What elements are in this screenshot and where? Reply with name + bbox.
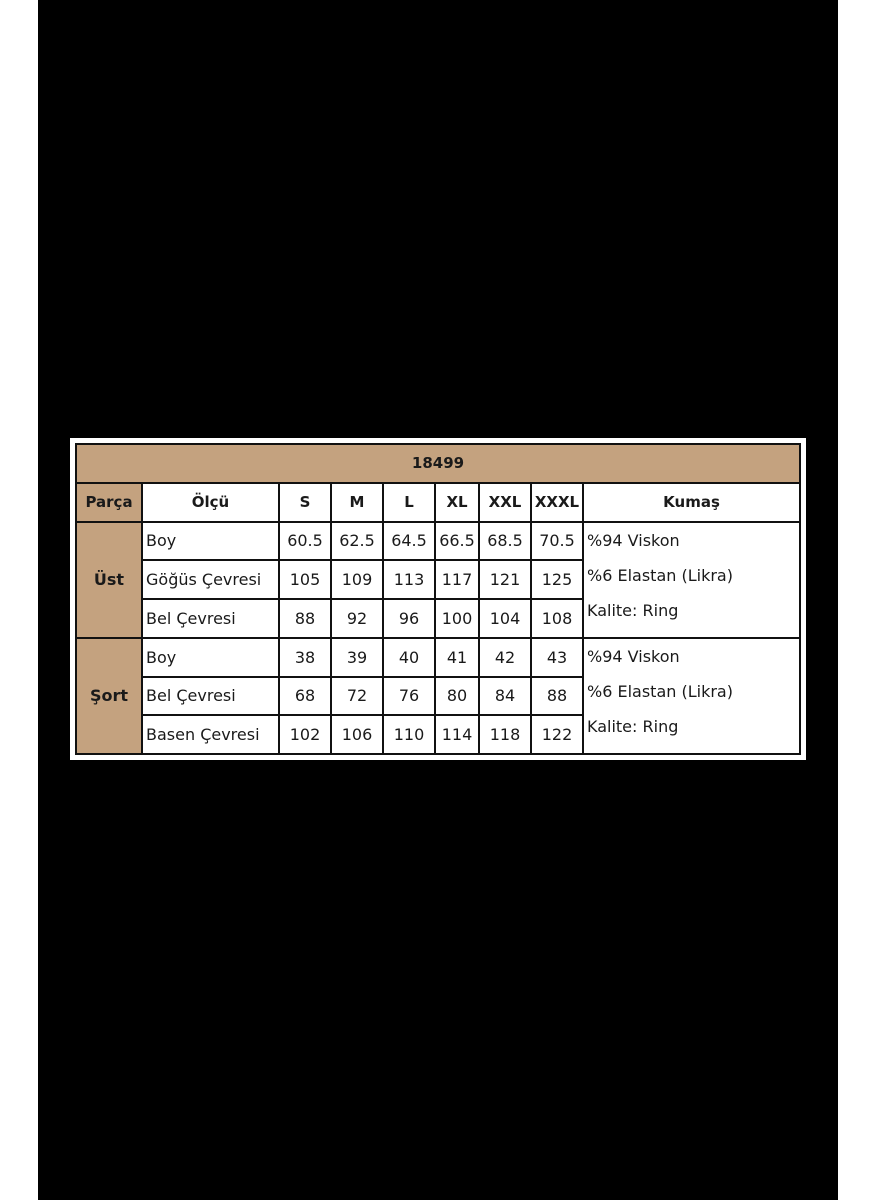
size-value: 60.5 bbox=[279, 522, 331, 561]
part-top: Üst bbox=[76, 522, 142, 638]
size-value: 80 bbox=[435, 677, 479, 716]
size-value: 68 bbox=[279, 677, 331, 716]
size-value: 88 bbox=[279, 599, 331, 638]
model-code-title: 18499 bbox=[76, 444, 800, 483]
size-value: 104 bbox=[479, 599, 531, 638]
header-size-l: L bbox=[383, 483, 435, 522]
header-measure: Ölçü bbox=[142, 483, 279, 522]
measure-label: Bel Çevresi bbox=[142, 677, 279, 716]
size-value: 62.5 bbox=[331, 522, 383, 561]
size-value: 106 bbox=[331, 715, 383, 754]
fabric-line: %94 Viskon bbox=[587, 646, 680, 666]
header-size-xxxl: XXXL bbox=[531, 483, 583, 522]
size-table bbox=[75, 443, 801, 755]
size-value: 68.5 bbox=[479, 522, 531, 561]
fabric-line: Kalite: Ring bbox=[587, 600, 679, 620]
size-value: 70.5 bbox=[531, 522, 583, 561]
size-value: 92 bbox=[331, 599, 383, 638]
table-row bbox=[76, 638, 800, 677]
size-value: 64.5 bbox=[383, 522, 435, 561]
header-part: Parça bbox=[76, 483, 142, 522]
table-row bbox=[76, 522, 800, 561]
measure-label: Bel Çevresi bbox=[142, 599, 279, 638]
size-value: 38 bbox=[279, 638, 331, 677]
size-value: 102 bbox=[279, 715, 331, 754]
size-value: 84 bbox=[479, 677, 531, 716]
size-value: 42 bbox=[479, 638, 531, 677]
size-value: 41 bbox=[435, 638, 479, 677]
fabric-info-top bbox=[583, 522, 800, 638]
header-size-m: M bbox=[331, 483, 383, 522]
size-value: 72 bbox=[331, 677, 383, 716]
size-chart bbox=[70, 438, 806, 760]
size-value: 96 bbox=[383, 599, 435, 638]
fabric-line: %6 Elastan (Likra) bbox=[587, 565, 733, 585]
fabric-line: %94 Viskon bbox=[587, 530, 680, 550]
size-value: 40 bbox=[383, 638, 435, 677]
size-value: 125 bbox=[531, 560, 583, 599]
size-value: 66.5 bbox=[435, 522, 479, 561]
fabric-line: Kalite: Ring bbox=[587, 716, 679, 736]
header-size-xxl: XXL bbox=[479, 483, 531, 522]
size-value: 105 bbox=[279, 560, 331, 599]
measure-label: Boy bbox=[142, 522, 279, 561]
size-value: 110 bbox=[383, 715, 435, 754]
measure-label: Basen Çevresi bbox=[142, 715, 279, 754]
size-value: 122 bbox=[531, 715, 583, 754]
header-size-s: S bbox=[279, 483, 331, 522]
size-value: 118 bbox=[479, 715, 531, 754]
size-value: 88 bbox=[531, 677, 583, 716]
part-shorts: Şort bbox=[76, 638, 142, 754]
size-value: 39 bbox=[331, 638, 383, 677]
header-row bbox=[76, 483, 800, 522]
size-value: 76 bbox=[383, 677, 435, 716]
size-value: 43 bbox=[531, 638, 583, 677]
header-fabric: Kumaş bbox=[583, 483, 800, 522]
size-value: 109 bbox=[331, 560, 383, 599]
fabric-info-shorts bbox=[583, 638, 800, 754]
measure-label: Boy bbox=[142, 638, 279, 677]
fabric-line: %6 Elastan (Likra) bbox=[587, 681, 733, 701]
size-value: 117 bbox=[435, 560, 479, 599]
size-value: 121 bbox=[479, 560, 531, 599]
size-value: 114 bbox=[435, 715, 479, 754]
size-value: 113 bbox=[383, 560, 435, 599]
header-size-xl: XL bbox=[435, 483, 479, 522]
size-value: 100 bbox=[435, 599, 479, 638]
measure-label: Göğüs Çevresi bbox=[142, 560, 279, 599]
size-value: 108 bbox=[531, 599, 583, 638]
